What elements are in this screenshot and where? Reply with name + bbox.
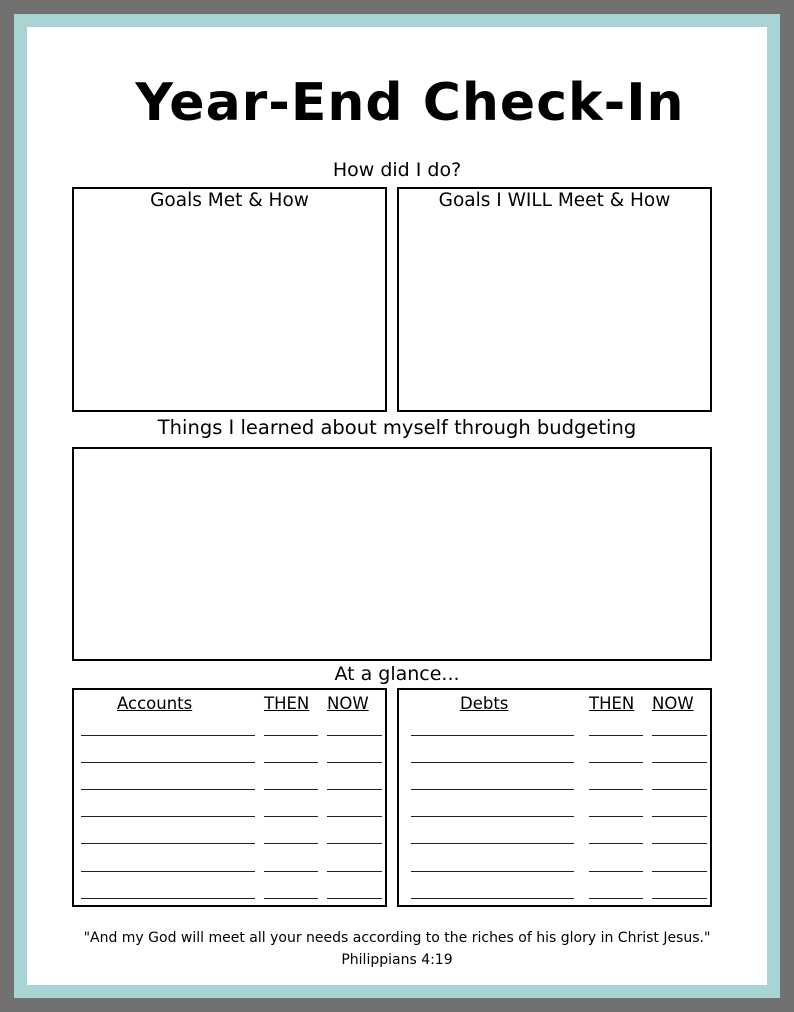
accounts-row-7-now-line[interactable] <box>327 898 382 899</box>
debts-row-7-now-line[interactable] <box>652 898 707 899</box>
debts-then-header: THEN <box>589 694 635 713</box>
debts-row-5-now-line[interactable] <box>652 843 707 844</box>
debts-row-7-name-line[interactable] <box>411 898 574 899</box>
scripture-quote: "And my God will meet all your needs according to the riches of his glory in Christ Jesus." <box>83 930 711 946</box>
debts-row-5-then-line[interactable] <box>589 843 643 844</box>
debts-row-3-name-line[interactable] <box>411 789 574 790</box>
accounts-row-5-then-line[interactable] <box>264 843 318 844</box>
debts-row-6-now-line[interactable] <box>652 871 707 872</box>
accounts-row-4-then-line[interactable] <box>264 816 318 817</box>
accounts-row-2-now-line[interactable] <box>327 762 382 763</box>
accounts-row-2-name-line[interactable] <box>81 762 255 763</box>
worksheet-page <box>27 27 767 985</box>
goals-will-meet-box[interactable] <box>397 187 712 412</box>
debts-row-3-then-line[interactable] <box>589 789 643 790</box>
accounts-row-4-now-line[interactable] <box>327 816 382 817</box>
debts-row-2-then-line[interactable] <box>589 762 643 763</box>
accounts-row-5-now-line[interactable] <box>327 843 382 844</box>
learned-heading: Things I learned about myself through budgeting <box>157 416 637 439</box>
goals-will-meet-title: Goals I WILL Meet & How <box>438 190 671 211</box>
debts-row-6-name-line[interactable] <box>411 871 574 872</box>
goals-met-title: Goals Met & How <box>150 190 309 211</box>
debts-row-2-name-line[interactable] <box>411 762 574 763</box>
debts-table <box>397 688 712 907</box>
accounts-row-3-now-line[interactable] <box>327 789 382 790</box>
debts-row-3-now-line[interactable] <box>652 789 707 790</box>
debts-row-4-name-line[interactable] <box>411 816 574 817</box>
how-did-i-do-heading: How did I do? <box>332 159 462 181</box>
debts-now-header: NOW <box>652 694 694 713</box>
debts-row-1-name-line[interactable] <box>411 735 574 736</box>
debts-row-1-then-line[interactable] <box>589 735 643 736</box>
accounts-row-6-then-line[interactable] <box>264 871 318 872</box>
accounts-table <box>72 688 387 907</box>
debts-row-4-then-line[interactable] <box>589 816 643 817</box>
accounts-row-7-then-line[interactable] <box>264 898 318 899</box>
debts-row-2-now-line[interactable] <box>652 762 707 763</box>
accounts-row-6-now-line[interactable] <box>327 871 382 872</box>
accounts-row-1-now-line[interactable] <box>327 735 382 736</box>
accounts-row-1-name-line[interactable] <box>81 735 255 736</box>
debts-row-4-now-line[interactable] <box>652 816 707 817</box>
debts-row-7-then-line[interactable] <box>589 898 643 899</box>
learned-box[interactable] <box>72 447 712 661</box>
at-a-glance-heading: At a glance... <box>334 663 460 685</box>
accounts-now-header: NOW <box>327 694 369 713</box>
accounts-row-7-name-line[interactable] <box>81 898 255 899</box>
accounts-row-4-name-line[interactable] <box>81 816 255 817</box>
debts-row-6-then-line[interactable] <box>589 871 643 872</box>
accounts-row-5-name-line[interactable] <box>81 843 255 844</box>
accounts-row-6-name-line[interactable] <box>81 871 255 872</box>
accounts-header: Accounts <box>117 694 193 713</box>
accounts-row-3-then-line[interactable] <box>264 789 318 790</box>
page-title: Year-End Check-In <box>135 73 685 133</box>
accounts-then-header: THEN <box>264 694 310 713</box>
accounts-row-2-then-line[interactable] <box>264 762 318 763</box>
goals-met-box[interactable] <box>72 187 387 412</box>
debts-row-1-now-line[interactable] <box>652 735 707 736</box>
debts-row-5-name-line[interactable] <box>411 843 574 844</box>
accounts-row-3-name-line[interactable] <box>81 789 255 790</box>
scripture-citation: Philippians 4:19 <box>341 952 453 968</box>
debts-header: Debts <box>460 694 509 713</box>
accounts-row-1-then-line[interactable] <box>264 735 318 736</box>
page-border <box>14 14 780 998</box>
